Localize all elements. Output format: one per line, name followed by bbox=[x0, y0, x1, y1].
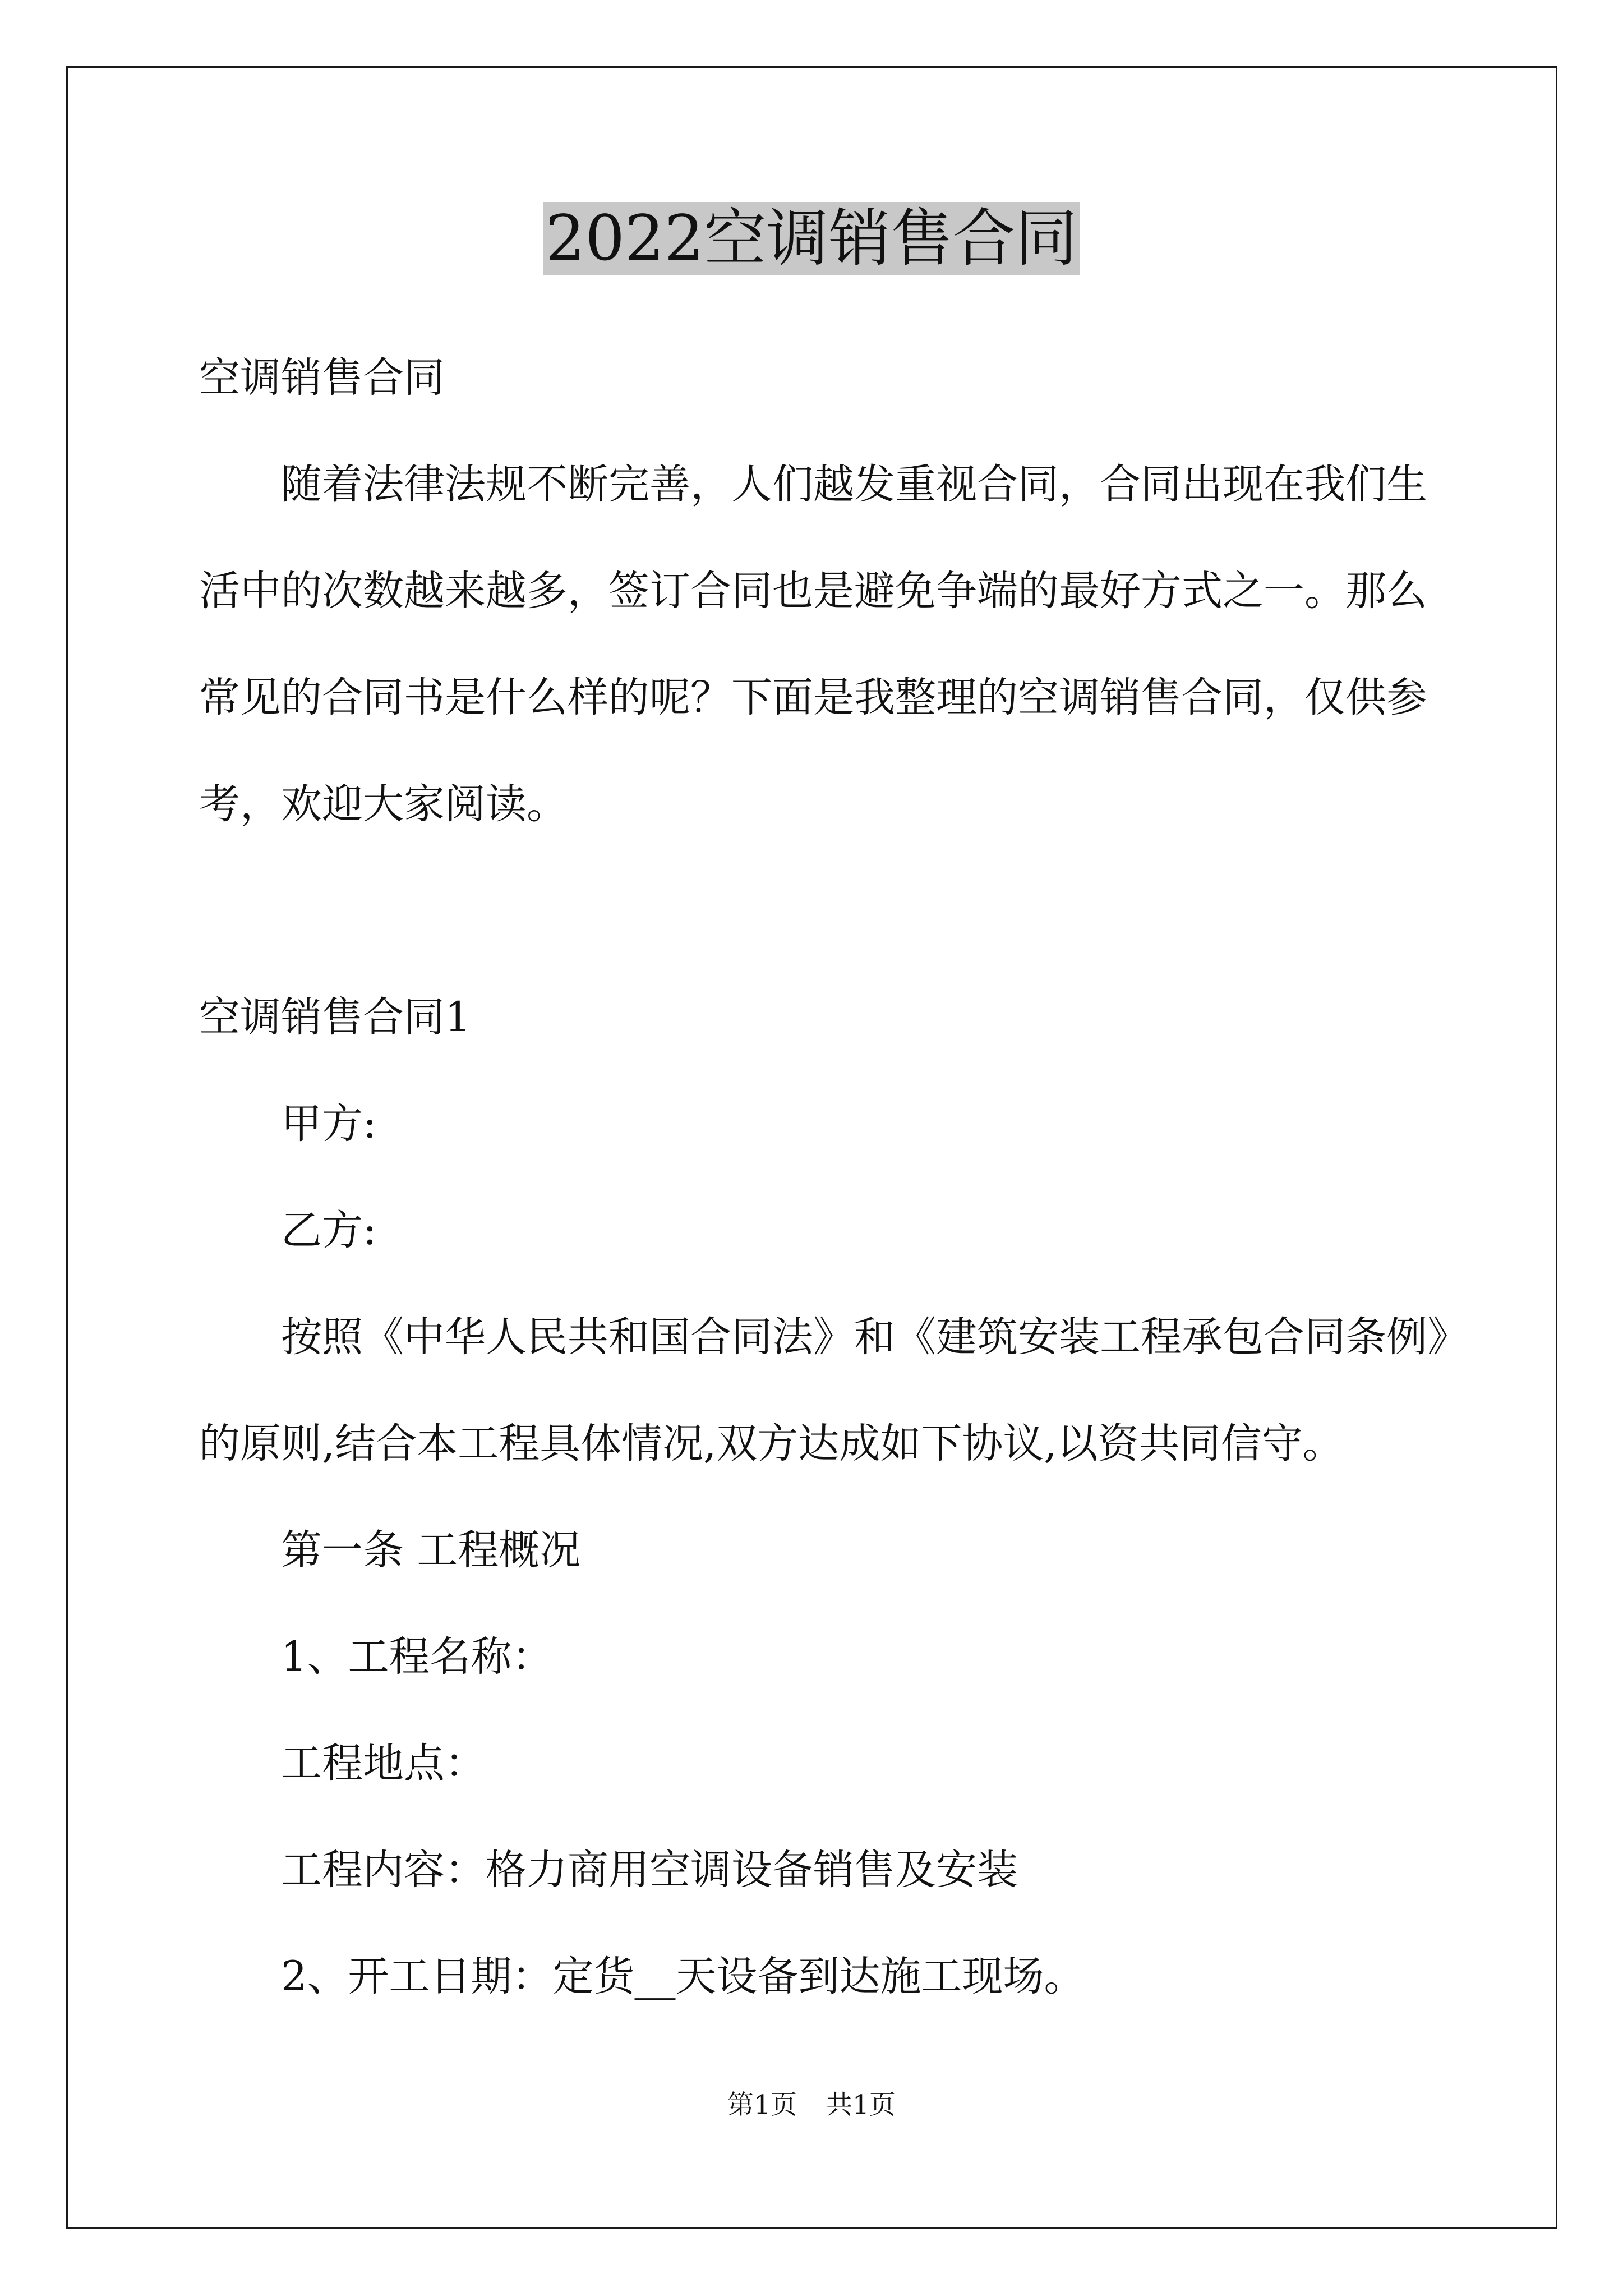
page-number: 第1页 bbox=[727, 2090, 797, 2120]
blank-line bbox=[199, 858, 1467, 964]
intro-paragraph-line: 随着法律法规不断完善，人们越发重视合同，合同出现在我们生 bbox=[281, 461, 1427, 508]
party-b-line: 乙方: bbox=[281, 1207, 377, 1254]
project-name-line: 1、工程名称： bbox=[281, 1633, 553, 1681]
article-heading: 第一条 工程概况 bbox=[281, 1526, 581, 1574]
document-body bbox=[199, 325, 1467, 2030]
intro-paragraph-line: 常见的合同书是什么样的呢？下面是我整理的空调销售合同，仅供参 bbox=[199, 674, 1427, 721]
preamble-line: 的原则,结合本工程具体情况,双方达成如下协议,以资共同信守。 bbox=[199, 1420, 1344, 1467]
start-date-line: 2、开工日期：定货__天设备到达施工现场。 bbox=[281, 1953, 1085, 2000]
project-location-line: 工程地点： bbox=[281, 1740, 486, 1787]
intro-paragraph-line: 活中的次数越来越多，签订合同也是避免争端的最好方式之一。那么 bbox=[199, 567, 1427, 615]
project-content-line: 工程内容：格力商用空调设备销售及安装 bbox=[281, 1846, 1018, 1894]
intro-paragraph-line: 考，欢迎大家阅读。 bbox=[199, 780, 568, 828]
contract-heading: 空调销售合同1 bbox=[199, 993, 471, 1041]
title-row bbox=[0, 202, 1623, 275]
party-a-line: 甲方: bbox=[281, 1100, 377, 1148]
section-heading: 空调销售合同 bbox=[199, 354, 445, 402]
preamble-line: 按照《中华人民共和国合同法》和《建筑安装工程承包合同条例》 bbox=[281, 1313, 1468, 1361]
page-total: 共1页 bbox=[826, 2090, 896, 2120]
page-footer bbox=[0, 2088, 1623, 2122]
document-title: 2022空调销售合同 bbox=[543, 202, 1080, 275]
